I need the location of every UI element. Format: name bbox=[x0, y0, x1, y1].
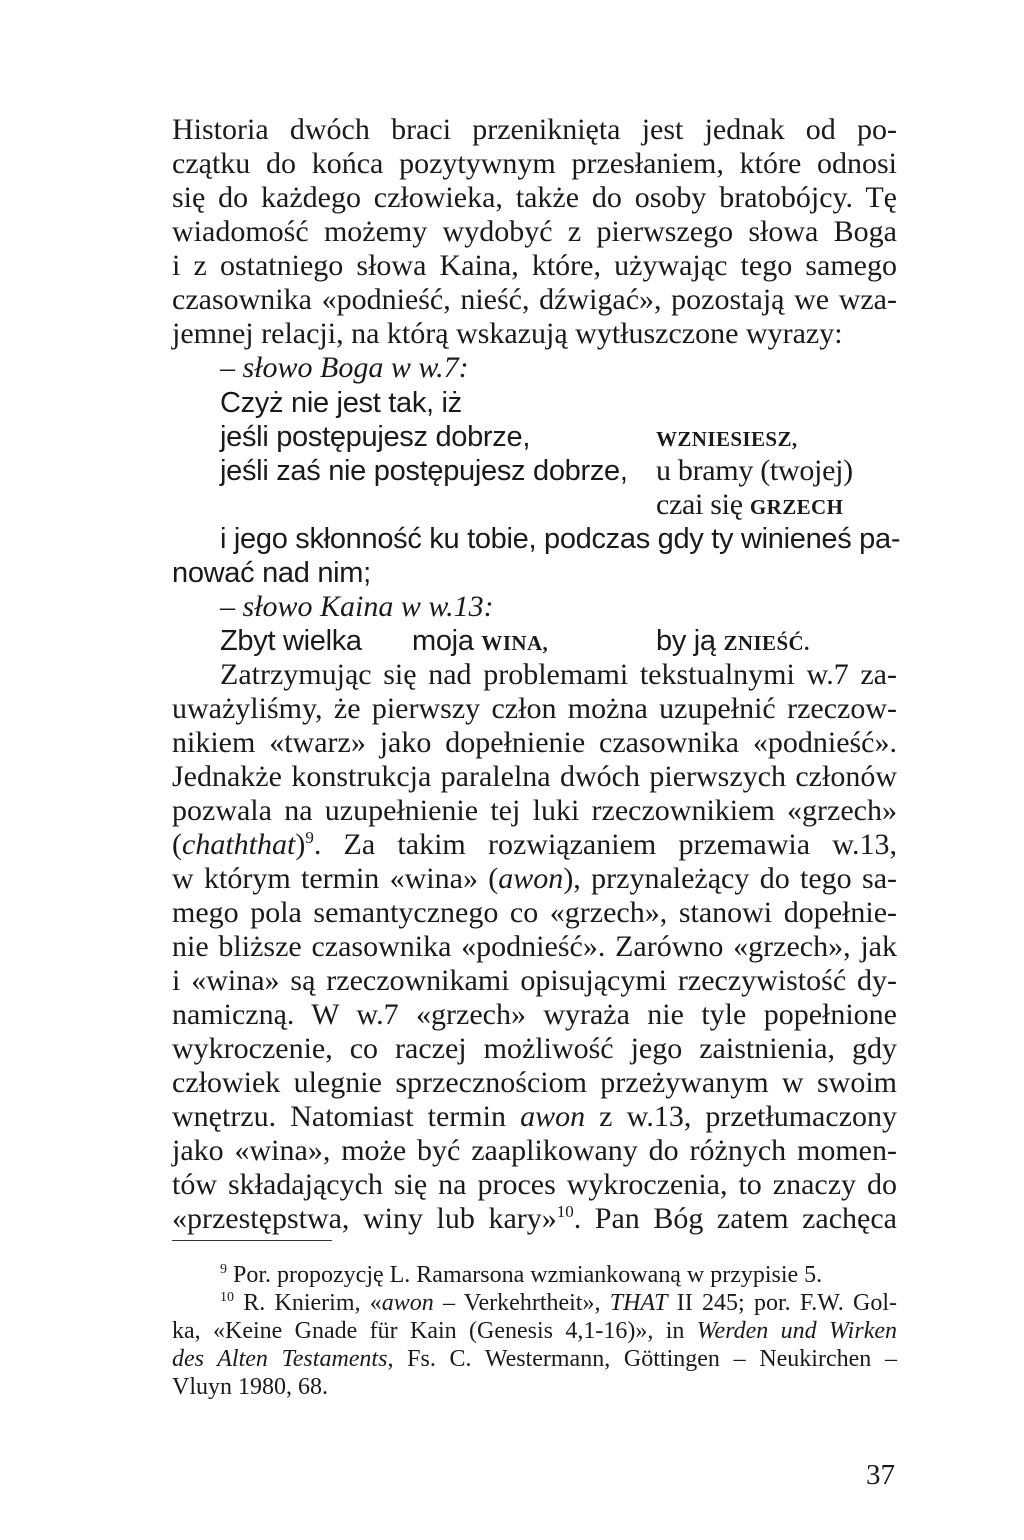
body-line: pozwala na uzupełnienie tej luki rzeczownikiem «grzech» bbox=[172, 794, 897, 827]
footnote-italic: THAT bbox=[609, 1290, 668, 1316]
text-span: w którym termin «wina» ( bbox=[172, 862, 499, 895]
footnote-10-line bbox=[172, 1345, 897, 1373]
verse13-keyword: ZNIEŚĆ. bbox=[723, 631, 810, 655]
body-line: Jednakże konstrukcja paralelna dwóch pierwszych członów bbox=[172, 760, 897, 793]
footnote-number: 10 bbox=[220, 1290, 234, 1305]
body-line: uważyliśmy, że pierwszy człon można uzupełnić rzeczow- bbox=[172, 692, 897, 725]
body-line: i «wina» są rzeczownikami opisującymi rzeczywistość dy- bbox=[172, 964, 897, 997]
text-span: wnętrzu. Natomiast termin bbox=[172, 1100, 521, 1133]
body-line: wykroczenie, co raczej możliwość jego zaistnienia, gdy bbox=[172, 1032, 897, 1065]
body-line: mego pola semantycznego co «grzech», stanowi dopełnie- bbox=[172, 896, 897, 929]
footnote-9 bbox=[220, 1261, 897, 1289]
body-line: czasownika «podnieść, nieść, dźwigać», pozostają we wza- bbox=[172, 283, 897, 316]
verse7-line: i jego skłonność ku tobie, podczas gdy ty winieneś pa- bbox=[220, 523, 901, 555]
body-line bbox=[172, 862, 897, 896]
body-line bbox=[172, 1100, 897, 1134]
verse13-text: moja bbox=[412, 625, 482, 657]
footnote-ref: 10 bbox=[556, 1202, 574, 1221]
text-span: ) bbox=[295, 828, 306, 861]
footnote-text: II 245; por. F.W. Gol- bbox=[667, 1290, 897, 1316]
body-line bbox=[172, 1202, 897, 1236]
text-span: . Za takim rozwiązaniem przemawia w.13, bbox=[313, 828, 897, 861]
verse7-line: u bramy (twojej) bbox=[656, 454, 853, 487]
footnote-text: ka, «Keine Gnade für Kain (Genesis 4,1-16)», in bbox=[172, 1318, 697, 1344]
body-line: jemnej relacji, na którą wskazują wytłuszczone wyrazy: bbox=[172, 317, 843, 350]
footnote-10 bbox=[220, 1289, 897, 1317]
body-line: wiadomość możemy wydobyć z pierwszego słowa Boga bbox=[172, 215, 897, 248]
body-line: Historia dwóch braci przeniknięta jest jednak od po- bbox=[172, 113, 897, 146]
footnote-ref: 9 bbox=[305, 828, 314, 847]
footnote-text: Por. propozycję L. Ramarsona wzmiankowaną w przypisie 5. bbox=[227, 1262, 823, 1288]
verse7-keyword: GRZECH bbox=[749, 495, 844, 519]
body-line: człowiek ulegnie sprzecznościom przeżywanym w swoim bbox=[172, 1066, 897, 1099]
text-span: «przestępstwa, winy lub kary» bbox=[172, 1202, 557, 1235]
body-line: i z ostatniego słowa Kaina, które, używając tego samego bbox=[172, 249, 897, 282]
verse7-line: Czyż nie jest tak, iż bbox=[220, 387, 462, 419]
text-span: ), przynależący do tego sa- bbox=[563, 862, 897, 895]
book-page bbox=[172, 113, 901, 1503]
verse13-text: by ją bbox=[656, 625, 724, 657]
verse13-part: Zbyt wielka bbox=[220, 625, 362, 657]
body-line: tów składających się na proces wykroczenia, to znaczy do bbox=[172, 1168, 897, 1201]
transliteration: awon bbox=[498, 862, 564, 895]
body-line bbox=[172, 828, 897, 862]
text-span: z w.13, przetłumaczony bbox=[585, 1100, 897, 1133]
footnote-text: – Verkehrtheit», bbox=[433, 1290, 610, 1316]
body-line: nie bliższe czasownika «podnieść». Zarówno «grzech», jak bbox=[172, 930, 897, 963]
footnote-separator bbox=[172, 1240, 332, 1241]
text-span: . Pan Bóg zatem zachęca bbox=[573, 1202, 897, 1235]
body-line: jako «wina», może być zaaplikowany do różnych momen- bbox=[172, 1134, 897, 1167]
footnote-text: R. Knierim, « bbox=[234, 1290, 382, 1316]
verse13-part bbox=[412, 624, 548, 660]
body-line: Zatrzymując się nad problemami tekstualnymi w.7 za- bbox=[220, 658, 897, 691]
footnote-italic: Werden und Wirken bbox=[696, 1318, 897, 1344]
footnote-italic: awon bbox=[381, 1290, 434, 1316]
footnote-10-line: Vluyn 1980, 68. bbox=[172, 1374, 328, 1400]
body-line: się do każdego człowieka, także do osoby bratobójcy. Tę bbox=[172, 181, 897, 214]
footnote-10-line bbox=[172, 1317, 897, 1345]
verse7-line: nować nad nim; bbox=[172, 557, 371, 589]
footnote-text: , Fs. C. Westermann, Göttingen – Neukirchen – bbox=[387, 1346, 897, 1372]
verse13-keyword: WINA, bbox=[481, 631, 549, 655]
page-number: 37 bbox=[866, 1459, 895, 1491]
verse7-line bbox=[656, 488, 843, 524]
footnote-number: 9 bbox=[220, 1262, 227, 1277]
verse7-keyword: WZNIESIESZ, bbox=[656, 427, 798, 451]
verse7-line: jeśli zaś nie postępujesz dobrze, bbox=[220, 455, 628, 487]
label-word-of-god: – słowo Boga w w.7: bbox=[220, 351, 469, 384]
label-word-of-cain: – słowo Kaina w w.13: bbox=[220, 590, 494, 623]
verse7-line: jeśli postępujesz dobrze, bbox=[220, 421, 531, 453]
transliteration: chaththat bbox=[182, 828, 296, 861]
body-line: namiczną. W w.7 «grzech» wyraża nie tyle popełnione bbox=[172, 998, 897, 1031]
verse13-part bbox=[656, 624, 810, 660]
transliteration: awon bbox=[520, 1100, 586, 1133]
text-span: ( bbox=[172, 828, 182, 861]
verse7-text: czai się bbox=[656, 488, 750, 521]
body-line: czątku do końca pozytywnym przesłaniem, które odnosi bbox=[172, 147, 897, 180]
body-line: nikiem «twarz» jako dopełnienie czasownika «podnieść». bbox=[172, 726, 897, 759]
footnote-italic: des Alten Testaments bbox=[172, 1346, 388, 1372]
